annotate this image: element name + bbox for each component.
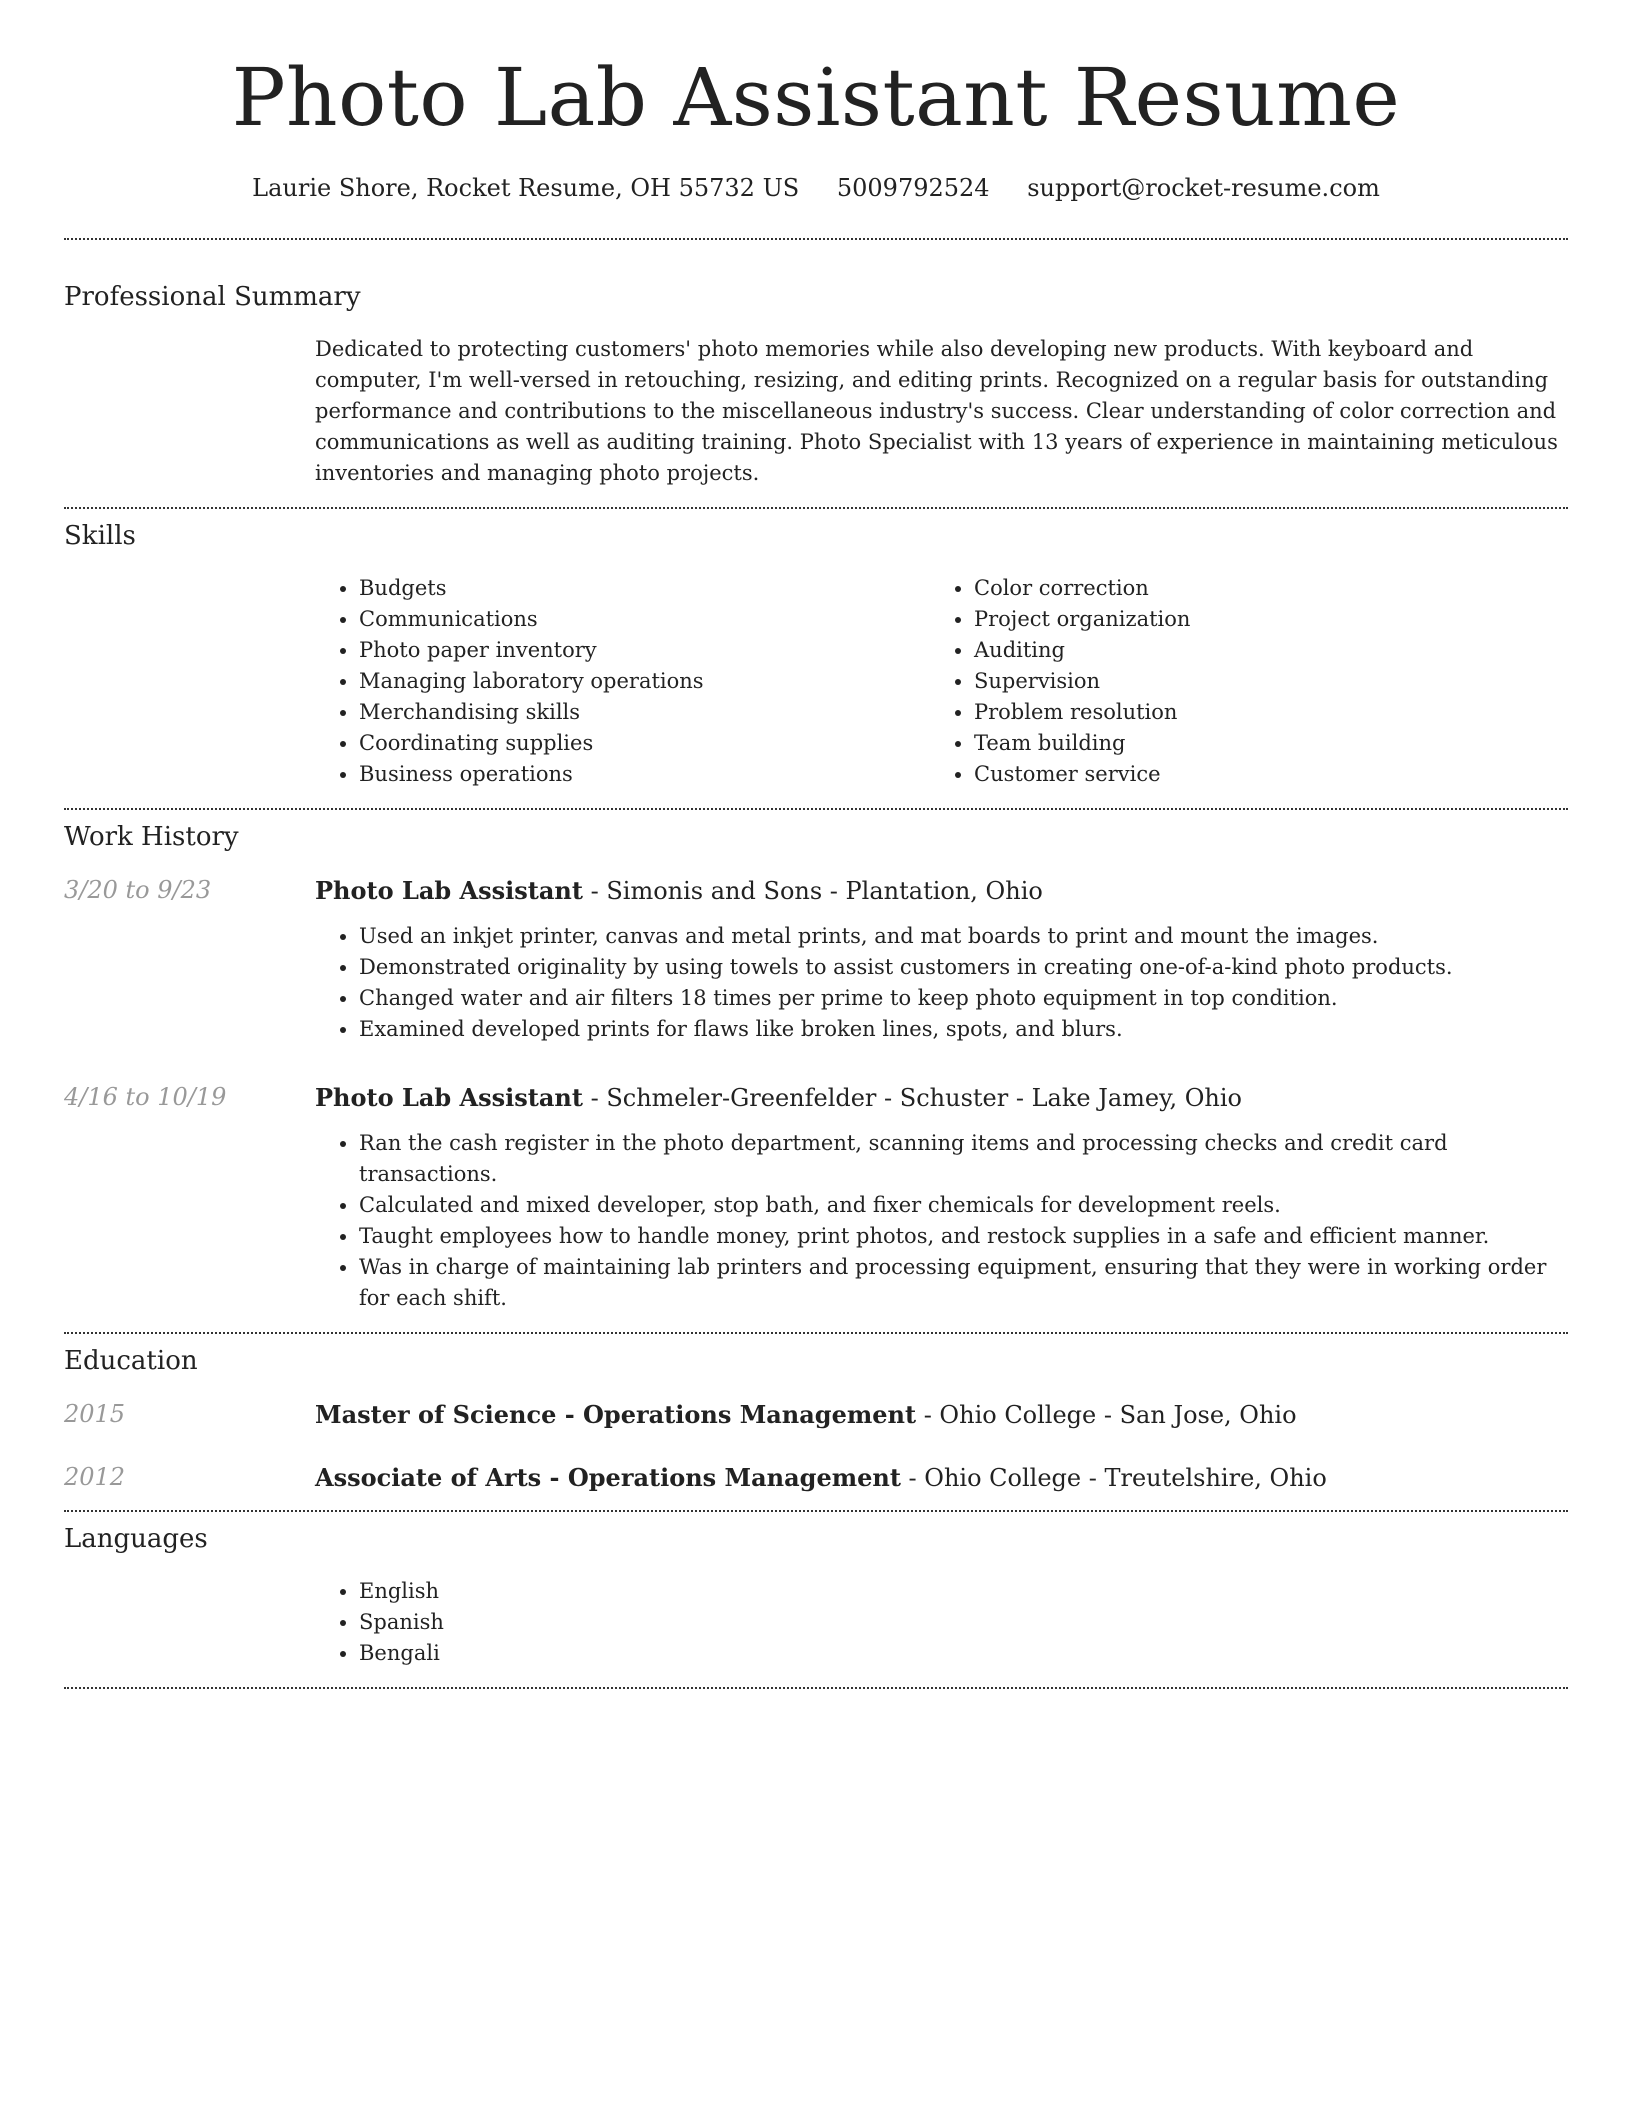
- languages-list: [315, 1576, 1568, 1669]
- job-role: Photo Lab Assistant: [315, 1083, 583, 1112]
- contact-email: support@rocket-resume.com: [1027, 174, 1380, 202]
- job-details: - Schmeler-Greenfelder - Schuster - Lake Jamey, Ohio: [582, 1084, 1242, 1112]
- list-item: • Coordinating supplies: [359, 728, 930, 759]
- education-title-line: [315, 1463, 1327, 1492]
- contact-address: Laurie Shore, Rocket Resume, OH 55732 US: [252, 174, 800, 202]
- job-details: - Simonis and Sons - Plantation, Ohio: [582, 877, 1043, 905]
- languages-heading: Languages: [64, 1524, 208, 1554]
- divider: [64, 808, 1568, 810]
- list-item: • Merchandising skills: [359, 697, 930, 728]
- job-duties: [315, 921, 1568, 1045]
- job-dates: 3/20 to 9/23: [64, 876, 212, 904]
- job-title-line: [315, 876, 1043, 905]
- job-dates: 4/16 to 10/19: [64, 1083, 227, 1111]
- summary-text: Dedicated to protecting customers' photo memories while also developing new products. With keyboard and computer, I'm well-versed in retouching, resizing, and editing prints. Recognized on a regular basis for outstanding performance and contributions to the miscellaneous industry's success. Clear understanding of color correction and communications as well as auditing training. Photo Specialist with 13 years of experience in maintaining meticulous inventories and managing photo projects.: [315, 337, 1558, 485]
- skills-column-right: [930, 573, 1545, 790]
- education-degree: Master of Science - Operations Management: [315, 1400, 917, 1429]
- divider: [64, 507, 1568, 509]
- education-entry: [64, 1463, 1568, 1492]
- list-item: • Changed water and air filters 18 times per prime to keep photo equipment in top condition.: [359, 983, 1568, 1014]
- list-item: • Examined developed prints for flaws like broken lines, spots, and blurs.: [359, 1014, 1568, 1045]
- list-item: • Photo paper inventory: [359, 635, 930, 666]
- skills-heading: Skills: [64, 521, 136, 551]
- contact-line: [64, 174, 1568, 202]
- list-item: • Ran the cash register in the photo department, scanning items and processing checks and credit card transactions.: [359, 1128, 1568, 1190]
- list-item: • Business operations: [359, 759, 930, 790]
- divider: [64, 1687, 1568, 1689]
- list-item: • Problem resolution: [974, 697, 1545, 728]
- list-item: • English: [359, 1576, 1568, 1607]
- list-item: • Communications: [359, 604, 930, 635]
- divider: [64, 1332, 1568, 1334]
- skills-list: [315, 573, 1568, 790]
- education-heading: Education: [64, 1346, 198, 1376]
- skills-column-left: [315, 573, 930, 790]
- resume-page: [64, 0, 1568, 1689]
- work-heading: Work History: [64, 822, 239, 852]
- education-details: - Ohio College - San Jose, Ohio: [916, 1401, 1297, 1429]
- education-degree: Associate of Arts - Operations Management: [315, 1463, 901, 1492]
- job-entry: [64, 876, 1568, 905]
- education-year: 2012: [64, 1463, 126, 1491]
- summary-heading: Professional Summary: [64, 282, 361, 312]
- job-duties: [315, 1128, 1568, 1314]
- list-item: • Bengali: [359, 1638, 1568, 1669]
- list-item: • Project organization: [974, 604, 1545, 635]
- job-role: Photo Lab Assistant: [315, 876, 583, 905]
- list-item: • Spanish: [359, 1607, 1568, 1638]
- education-title-line: [315, 1400, 1297, 1429]
- education-entry: [64, 1400, 1568, 1429]
- list-item: • Team building: [974, 728, 1545, 759]
- list-item: • Budgets: [359, 573, 930, 604]
- list-item: • Color correction: [974, 573, 1545, 604]
- list-item: • Managing laboratory operations: [359, 666, 930, 697]
- list-item: • Used an inkjet printer, canvas and metal prints, and mat boards to print and mount the images.: [359, 921, 1568, 952]
- list-item: • Taught employees how to handle money, print photos, and restock supplies in a safe and efficient manner.: [359, 1221, 1568, 1252]
- resume-title: Photo Lab Assistant Resume: [231, 51, 1401, 144]
- job-title-line: [315, 1083, 1242, 1112]
- divider: [64, 1510, 1568, 1512]
- divider: [64, 238, 1568, 240]
- contact-phone: 5009792524: [836, 174, 990, 202]
- list-item: • Auditing: [974, 635, 1545, 666]
- education-year: 2015: [64, 1400, 126, 1428]
- list-item: • Supervision: [974, 666, 1545, 697]
- list-item: • Customer service: [974, 759, 1545, 790]
- education-details: - Ohio College - Treutelshire, Ohio: [900, 1464, 1327, 1492]
- job-entry: [64, 1083, 1568, 1112]
- list-item: • Demonstrated originality by using towels to assist customers in creating one-of-a-kind photo products.: [359, 952, 1568, 983]
- list-item: • Was in charge of maintaining lab printers and processing equipment, ensuring that they were in working order for each shift.: [359, 1252, 1568, 1314]
- list-item: • Calculated and mixed developer, stop bath, and fixer chemicals for development reels.: [359, 1190, 1568, 1221]
